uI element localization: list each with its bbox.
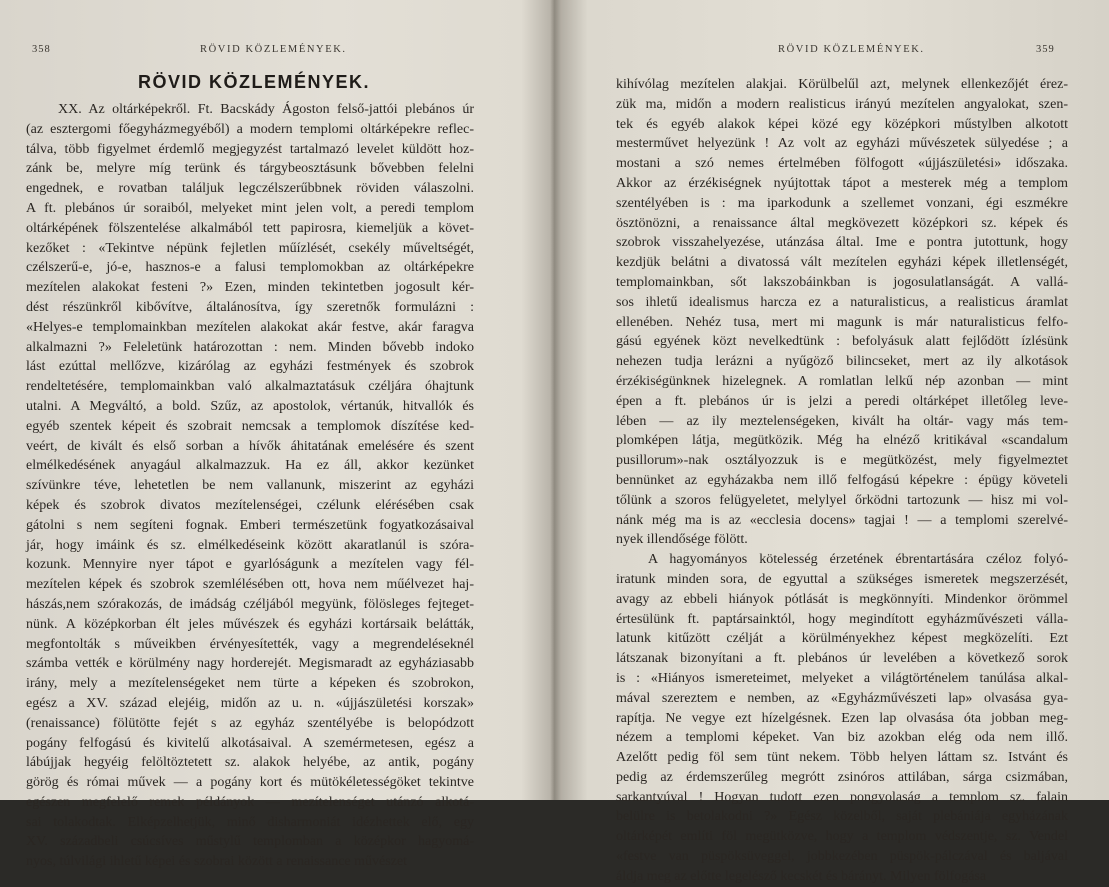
- text-line: engednek, e rovatban találjuk legczélszerűbbnek röviden válaszolni.: [26, 181, 474, 197]
- text-line: veért, de kivált és első sorban a hívők áhitatának emelésére és szent: [26, 438, 474, 454]
- text-line: kozunk. Mennyire nyer tápot e gyarlóságunk a mezítelen vagy fél-: [26, 557, 474, 573]
- text-line: sos ihletű idealismus harcza ez a naturalisticus, a realisticus áramlat: [616, 294, 1068, 310]
- text-line: (renaissance) fölütötte fejét s az egyház szentélyébe is belopódzott: [26, 715, 474, 731]
- text-line: plomképen látja, megütközik. Még ha elnéző kritikával «scandalum: [616, 433, 1068, 449]
- text-line: oltárképét említi föl megütközve, hogy a templom védszentje, sz. Vendel: [616, 829, 1068, 845]
- text-line: pedig az érdemszerűleg megrótt zsinóros attilában, sárga csizmában,: [616, 769, 1068, 785]
- text-line: látszanak bizonyítani a ft. plebános úr levelében a következő sorok: [616, 651, 1068, 667]
- text-line: templomainkban, sőt lakszobáinkban is jogosulatlanságát. A vallá-: [616, 274, 1068, 290]
- text-line: kezdjük belátni a divatossá vált mezítelen egyházi képek illetlenségét,: [616, 255, 1068, 271]
- left-page: [0, 0, 548, 870]
- text-line: sai tolakodtak. Elképzelhetjük, minő disharmoniát idézhettek elő, egy: [26, 814, 474, 830]
- text-line: «Helyes-e templomainkban mezítelen alakokat akár festve, akár faragva: [26, 319, 474, 335]
- text-line: mezítelen alakokat festeni ?» Ezen, minden tekintetben jogosult kér-: [26, 280, 474, 296]
- text-line: nyek illendősége fölött.: [616, 532, 748, 548]
- text-line: czélszerű-e, jó-e, hasznos-e a falusi templomokban az oltárképekre: [26, 260, 474, 276]
- text-line: (az esztergomi főegyházmegyéből) a modern templomi oltárképekre reflec-: [26, 121, 474, 137]
- text-line: hászás,nem szórakozás, de imádság czéljából megyünk, fölösleges fejteget-: [26, 596, 474, 612]
- right-page-text: [616, 75, 1068, 887]
- running-head: RÖVID KÖZLEMÉNYEK.: [200, 44, 347, 55]
- text-line: gású egyének közt nevelkedtünk : befolyásuk alatt fejlődött ízlésünk: [616, 334, 1068, 350]
- text-line: pogány felfogású és kivitelű alkotásaival. A szemérmetesen, egész a: [26, 735, 474, 751]
- right-page: [560, 0, 1109, 884]
- text-line: zük ma, midőn a modern realisticus irányú mezítelen angyalokat, szen-: [616, 96, 1068, 112]
- text-line: jár, hogy imáink és sz. elmélkedéseink között akaratlanúl is szóra-: [26, 537, 474, 553]
- text-line: Akkor az érzékiségnek nyújtottak tápot a mesterek még a templom: [616, 175, 1068, 191]
- text-line: kihívólag mezítelen alakjai. Körülbelűl azt, melynek ellenkezőjét érez-: [616, 77, 1068, 92]
- text-line: Azelőtt pedig föl sem tünt nekem. Több helyen láttam sz. Istvánt és: [616, 750, 1068, 766]
- text-line: oltárképének fölszentelése alkalmából tett papirosra, kiemeljük a követ-: [26, 220, 474, 236]
- text-line: zánk be, melyre míg terünk és tárgybeosztásunk bővebben felelni: [26, 161, 474, 177]
- text-line: tőlünk a szoros felügyeletet, melylyel őrködni tartozunk — hisz mi vol-: [616, 492, 1068, 508]
- page-number: 359: [1036, 44, 1055, 55]
- text-line: lábújjak hegyéig felöltöztetett sz. alakok helyébe, az antik, pogány: [26, 755, 474, 771]
- text-line: megfontolták s műveikben érvényesítették, vagy a megrendeléseknél: [26, 636, 474, 652]
- text-line: kezőket : «Tekintve népünk fejletlen műízlését, csekély műveltségét,: [26, 240, 474, 256]
- text-line: lást ezúttal mellőzve, kizárólag az egyházi festmények és szobrok: [26, 359, 474, 375]
- text-line: pusillorum»-nak osztályozzuk is e megütközést, mely figyelmeztet: [616, 453, 1068, 469]
- text-line: alkalmazni ?» Feleletünk határozottan : nem. Minden bővebb indoko: [26, 339, 474, 355]
- text-line: értesülünk ft. paptársainktól, hogy megindított egyházművészeti válla-: [616, 611, 1068, 627]
- text-line: érzékiségünknek hizelegnek. A romlatlan lelkű nép azonban — mint: [616, 373, 1068, 389]
- text-line: sarkantyúval ! Hogyan tudott ezen pongyolaság a templom sz. falain: [616, 789, 1068, 805]
- text-line: nánk még ma is az «ecclesia docens» tagjai ! — a templomi szerelvé-: [616, 512, 1068, 528]
- left-page-text: [26, 100, 474, 872]
- text-line: utalni. A Megváltó, a bold. Szűz, az apostolok, vértanúk, hitvallók és: [26, 398, 474, 414]
- text-line: nyos, túlvilági ihletű képei és szobrai között a renaissance művészet: [26, 854, 407, 870]
- text-line: belülre is betolakodni ?» Egész közelből, saját plebániája egyházának: [616, 809, 1068, 825]
- text-line: dést részünkről kibővítve, általánosítva, így szeretnők formulázni :: [26, 299, 474, 315]
- text-line: «festve van püspöksüveggel, jobbkezében püspök-pálczával és baljával: [616, 849, 1068, 865]
- section-title: RÖVID KÖZLEMÉNYEK.: [138, 72, 371, 92]
- text-line: szentélyében is : ma iparkodunk a szellemet vonzani, égi eszmékre: [616, 195, 1068, 211]
- text-line: görög és római művek — a pogány kort és mütökéletességöket tekintve: [26, 775, 474, 791]
- text-line: mesterművet helyezünk ! Az volt az egyházi művészetek sülyedése ; a: [616, 136, 1068, 152]
- text-line: egész a XV. század elejéig, midőn az u. n. «újjászületési korszak»: [26, 695, 474, 711]
- text-line: nehezen tudja lerázni a nyűgöző bilincseket, mert az ily alkotások: [616, 354, 1068, 370]
- text-line: nézem a templomi képeket. Van biz azokban elég oda nem illő.: [616, 730, 1068, 746]
- text-line: is : «Hiányos ismereteimet, melyeket a világtörténelem tanúlása alkal-: [616, 670, 1068, 686]
- text-line: tálva, több figyelmet érdemlő megjegyzést tartalmazó levelet küldött hoz-: [26, 141, 474, 157]
- text-line: lében — az ily meztelenségeken, kivált ha oltár- vagy más tem-: [616, 413, 1068, 429]
- text-line: képek és szobrok divatos mezítelenségei, czélunk elérésében csak: [26, 497, 474, 513]
- text-line: számba vették e körülmény nagy horderejét. Megismaradt az egyháziasabb: [26, 656, 474, 672]
- text-line: ellenében. Nehéz tusa, mert mi magunk is már naturalisticus felfo-: [616, 314, 1068, 330]
- text-line: ösztönözni, a renaissance által megkövezett középkori sz. képek és: [616, 215, 1068, 231]
- page-number: 358: [32, 44, 51, 55]
- text-line: mostani a szó nemes értelmében fölfogott «újjászületési» időszaka.: [616, 156, 1068, 172]
- text-line: áldja meg az előtte legelésző kecskét és bárányt. Milyen fölfogása: [616, 868, 987, 884]
- text-line: avagy az ebbeli hiányok pótlását is megkönnyíti. Mindenkor örömmel: [616, 591, 1068, 607]
- text-line: egyéb szentek képeit és szobrait nemcsak a templomok díszítése ked-: [26, 418, 474, 434]
- text-line: szobrok visszahelyezése, utánzása által. Ime e pontra jutottunk, hogy: [616, 235, 1068, 251]
- text-line: A hagyományos kötelesség érzetének ébrentartására czéloz folyó-: [648, 552, 1068, 568]
- text-line: XV. századbeli csúcsíves műstylű templomban a középkor hagyomá-: [26, 834, 474, 850]
- text-line: latunk kitűzött czélját a körülményekhez képest megközelíti. Ezt: [616, 631, 1068, 647]
- text-line: rapítja. Ne vegye ezt hízelgésnek. Ezen lap olvasása óta jobban meg-: [616, 710, 1068, 726]
- text-line: egészen megfelelő remek példányok — mezítelenséget utánzó alkotá-: [26, 794, 474, 810]
- text-line: épen a ft. plebános úr is jelzi a peredi oltárképet illetőleg leve-: [616, 393, 1068, 409]
- text-line: XX. Az oltárképekről. Ft. Bacskády Ágoston felső-jattói plebános úr: [58, 102, 474, 117]
- text-line: iratunk minden sora, de egyuttal a szükséges ismeretek megszerzését,: [616, 571, 1068, 587]
- text-line: bennünket az egyházakba nem illő felfogású képekre : épügy követeli: [616, 472, 1068, 488]
- text-line: elmélkedésének anyagául alkalmazzuk. Ha ez áll, akkor kezünket: [26, 458, 474, 474]
- text-line: irány, mely a mezítelenségeket nem türte a képeken és szobrokon,: [26, 676, 474, 692]
- text-line: nünk. A középkorban élt jeles művészek és egyházi kortársaik belátták,: [26, 616, 474, 632]
- text-line: mezítelen képek és szobrok szemlélésében ott, hova nem műélvezet haj-: [26, 577, 474, 593]
- text-line: A ft. plebános úr soraiból, melyeket mint jelen volt, a peredi templom: [26, 200, 474, 216]
- running-head: RÖVID KÖZLEMÉNYEK.: [778, 44, 925, 55]
- text-line: tek és egyéb alakok képei közé egy középkori műstylben alkotott: [616, 116, 1068, 132]
- text-line: rendeltetésére, templomainkban való alkalmaztatásuk czéljára óhajtunk: [26, 379, 474, 395]
- text-line: mával szereztem e nemben, az «Egyházművészeti lap» olvasása gya-: [616, 690, 1068, 706]
- text-line: gátolni s nem segíteni fognak. Emberi természetünk fogyatkozásaival: [26, 517, 474, 533]
- text-line: szívünkre téve, lehetetlen be nem vallanunk, miszerint az egyházi: [26, 478, 474, 494]
